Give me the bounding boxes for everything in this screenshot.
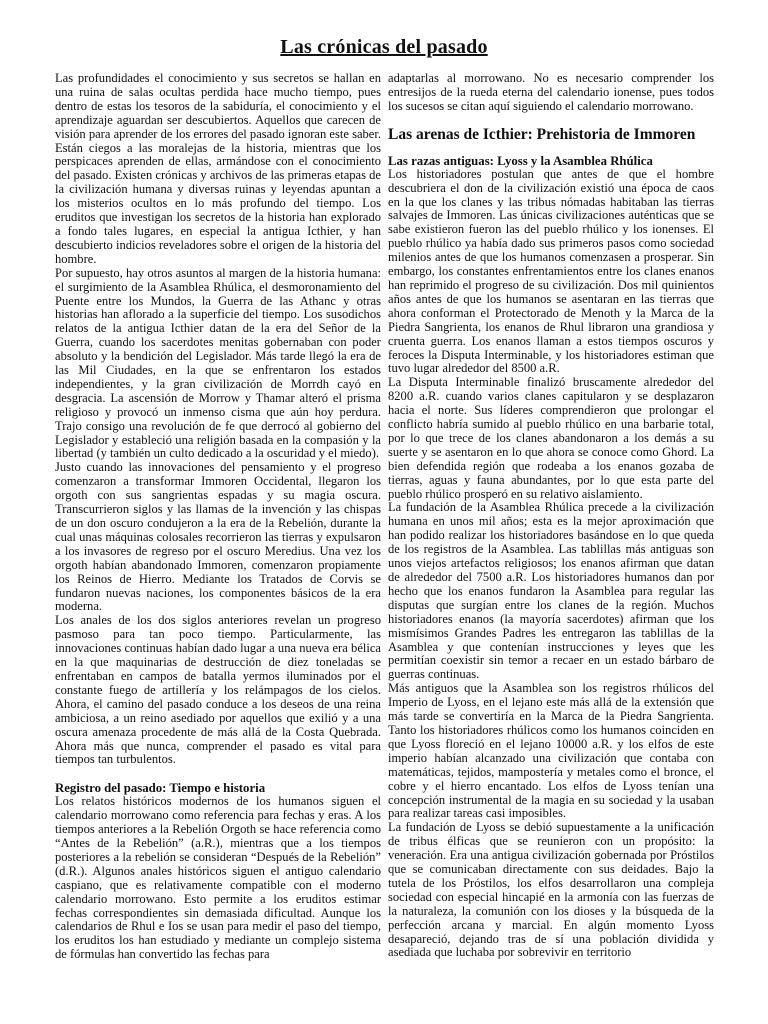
paragraph: Justo cuando las innovaciones del pensamiento y el progreso comenzaron a transformar Immoren Occidental, llegaron los orgoth con sus sangrientas espadas y su magia oscura. Transcurrieron siglos y las llamas de la invención y las chispas de un don oscuro condujeron a la era de la Rebelión, durante la cual unas máquinas colosales recorrieron las tierras y expulsaron a los invasores de regreso por el oscuro Meredius. Una vez los orgoth habían abandonado Immoren, comenzaron propiamente los Reinos de Hierro. Mediante los Tratados de Corvis se fundaron nuevas naciones, los componentes básicos de la era moderna. [55, 460, 381, 614]
paragraph: La fundación de Lyoss se debió supuestamente a la unificación de tribus élficas que se reunieron con un propósito: la veneración. Era una antigua civilización gobernada por Próstilos que se comunicaban directamente con sus deidades. Bajo la tutela de los Próstilos, los elfos desarrollaron una compleja sociedad con especial hincapié en la armonía con las fuerzas de la naturaleza, la comunión con los dioses y la búsqueda de la perfección arcana y marcial. En algún momento Lyoss desapareció, dejando tras de sí una población dividida y asediada que luchaba por sobrevivir en territorio [388, 820, 714, 960]
paragraph: Los historiadores postulan que antes de que el hombre descubriera el don de la civilización existió una época de caos en la que los clanes y las tribus nómadas habitaban las tierras salvajes de Immoren. Las únicas civilizaciones auténticas que se sabe existieron fueron las del pueblo rhúlico y los ionenses. El pueblo rhúlico ya había dado sus primeros pasos como sociedad milenios antes de que los humanos comenzasen a prosperar. Sin embargo, los constantes enfrentamientos entre los clanes enanos han reprimido el progreso de su civilización. Dos mil quinientos años antes de que los humanos se asentaran en las tierras que ahora conforman el Protectorado de Menoth y la Marca de la Piedra Sangrienta, los enanos de Rhul libraron una grandiosa y cruenta guerra. Los enanos llaman a estos tiempos oscuros y feroces la Disputa Interminable, y los historiadores estiman que tuvo lugar alrededor del 8500 a.R. [388, 166, 714, 376]
paragraph: Por supuesto, hay otros asuntos al margen de la historia humana: el surgimiento de la Asamblea Rhúlica, el desmoronamiento del Puente entre los Mundos, la Guerra de las Athanc y otras historias han aflorado a la superficie del tiempo. Los susodichos relatos de la antigua Icthier datan de la era del Señor de la Guerra, cuando los sacerdotes menitas gobernaban con poder absoluto y la bendición del Legislador. Más tarde llegó la era de las Mil Ciudades, en la que se enfrentaron los estados independientes, y la gran civilización de Morrdh cayó en desgracia. La ascensión de Morrow y Thamar alteró el prisma religioso y provocó un inmenso cisma que aún hoy perdura. Trajo consigo una revolución de fe que derrocó al gobierno del Legislador y estableció una religión basada en la compasión y la libertad (y también un culto dedicado a la oscuridad y el miedo). [55, 265, 381, 461]
paragraph: Más antiguos que la Asamblea son los registros rhúlicos del Imperio de Lyoss, en el lejano este más allá de la extensión que más tarde se convertiría en la Marca de la Piedra Sangrienta. Tanto los historiadores rhúlicos como los humanos coinciden en que Lyoss floreció en el lejano 10000 a.R. y los elfos de este imperio habían alcanzado una civilización que contaba con matemáticas, tejidos, mampostería y metales como el bronce, el cobre y el hierro encantado. Los elfos de Lyoss tenían una concepción instrumental de la magia en su sociedad y la usaban para realizar tareas casi imposibles. [388, 681, 714, 821]
subsection-heading: Las razas antiguas: Lyoss y la Asamblea Rhúlica [388, 153, 653, 168]
paragraph: Las profundidades el conocimiento y sus secretos se hallan en una ruina de salas ocultas perdida hace mucho tiempo, pues dentro de estas los tesoros de la sabiduría, el conocimiento y el aprendizaje aguardan ser descubiertos. Aquellos que carecen de visión para aprender de los errores del pasado ignoran este saber. Están ciegos a las moralejas de la historia, mientras que los perspicaces aprenden de ellas, armándose con el conocimiento del pasado. Existen crónicas y archivos de las primeras etapas de la civilización humana y diversas ruinas y leyendas apuntan a los misterios ocultos en lo más profundo del tiempo. Los eruditos que investigan los secretos de la historia han explorado a fondo tales lugares, en especial la antigua Icthier, y han descubierto indicios reveladores sobre el origen de la historia del hombre. [55, 72, 381, 266]
page-title: Las crónicas del pasado [280, 36, 488, 58]
left-column [55, 72, 381, 1018]
right-column [388, 72, 714, 1018]
section-heading: Registro del pasado: Tiempo e historia [55, 781, 266, 796]
paragraph: Los anales de los dos siglos anteriores revelan un progreso pasmoso para tan poco tiempo. Particularmente, las innovaciones continuas habían dado lugar a una nueva era bélica en la que maquinarias de destrucción de diez toneladas se enfrentaban en campos de batalla yermos iluminados por el constante fuego de artillería y los relámpagos de los cielos. Ahora, el camino del pasado conduce a los deseos de una reina ambiciosa, a un reino asediado por aquellos que exilió y a una oscura amenaza procedente de más allá de la Costa Quebrada. Ahora más que nunca, comprender el pasado es vital para tiempos tan turbulentos. [55, 613, 381, 767]
paragraph: La fundación de la Asamblea Rhúlica precede a la civilización humana en unos mil años; esta es la mejor aproximación que han podido realizar los historiadores basándose en lo que queda de los registros de la Asamblea. Las tablillas más antiguas son unos viejos artefactos religiosos; los enanos afirman que datan de alrededor del 7500 a.R. Los historiadores humanos dan por hecho que los enanos fundaron la Asamblea para regular las disputas que surgían entre los clanes de la región. Muchos historiadores enanos (la mayoría sacerdotes) afirman que los mismísimos Grandes Padres les entregaron las tablillas de la Asamblea y que contenían instrucciones y leyes que les permitían coexistir sin temor a recaer en un estado bárbaro de guerras continuas. [388, 500, 714, 682]
paragraph: Los relatos históricos modernos de los humanos siguen el calendario morrowano como referencia para fechas y eras. A los tiempos anteriores a la Rebelión Orgoth se hace referencia como “Antes de la Rebelión” (a.R.), mientras que a los tiempos posteriores a la rebelión se consideran “Después de la Rebelión” (d.R.). Algunos anales históricos siguen el antiguo calendario caspiano, que es relativamente compatible con el moderno calendario morrowano. Esto permite a los eruditos estimar fechas correspondientes sin demasiada dificultad. Aunque los calendarios de Rhul e Ios se usan para medir el paso del tiempo, los eruditos los han estudiado y mediante un complejo sistema de fórmulas han convertido las fechas para [55, 794, 381, 962]
paragraph-continuation: adaptarlas al morrowano. No es necesario comprender los entresijos de la rueda eterna del calendario ionense, pues todos los sucesos se citan aquí siguiendo el calendario morrowano. [388, 72, 714, 113]
paragraph: La Disputa Interminable finalizó bruscamente alrededor del 8200 a.R. cuando varios clanes capitularon y se desplazaron hacia el norte. Sus líderes comprendieron que prolongar el conflicto habría sumido al pueblo rhúlico en una barbarie total, por lo que trece de los clanes abandonaron a los demás a su suerte y se asentaron en lo que ahora se conoce como Ghord. La bien defendida región que rodeaba a los enanos gozaba de tierras, aguas y fauna abundantes, por lo que esta parte del pueblo rhúlico prosperó en su relativo aislamiento. [388, 375, 714, 501]
chapter-heading: Las arenas de Icthier: Prehistoria de Immoren [388, 125, 696, 143]
